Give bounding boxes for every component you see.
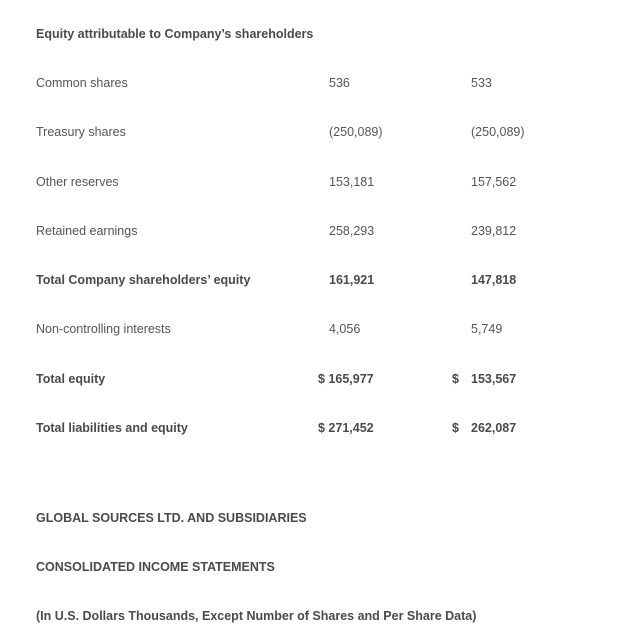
value-col1-non-controlling-interests: 4,056 [329,322,361,336]
value-col2-retained-earnings: 239,812 [471,224,517,238]
currency-col2-total-equity: $ [452,372,459,386]
value-col1-total-company-equity: 161,921 [329,273,375,287]
section-title: Equity attributable to Company’s shareholders [36,27,314,41]
value-col2-non-controlling-interests: 5,749 [471,322,503,336]
value-col2-other-reserves: 157,562 [471,175,517,189]
value-col1-retained-earnings: 258,293 [329,224,375,238]
row-label-common-shares: Common shares [36,76,128,90]
value-col1-other-reserves: 153,181 [329,175,375,189]
value-col2-total-company-equity: 147,818 [471,273,517,287]
row-label-non-controlling-interests: Non-controlling interests [36,322,171,336]
row-label-retained-earnings: Retained earnings [36,224,138,238]
value-col1-common-shares: 536 [329,76,350,90]
value-col1-total-liabilities-equity: $ 271,452 [318,421,374,435]
units-note: (In U.S. Dollars Thousands, Except Number of Shares and Per Share Data) [36,609,477,623]
row-label-total-equity: Total equity [36,372,106,386]
row-label-other-reserves: Other reserves [36,175,119,189]
value-col1-treasury-shares: (250,089) [329,125,383,139]
row-label-treasury-shares: Treasury shares [36,125,126,139]
value-col2-treasury-shares: (250,089) [471,125,525,139]
value-col1-total-equity: $ 165,977 [318,372,374,386]
row-label-total-liabilities-equity: Total liabilities and equity [36,421,188,435]
value-col2-total-liabilities-equity: 262,087 [471,421,517,435]
company-heading: GLOBAL SOURCES LTD. AND SUBSIDIARIES [36,511,307,525]
value-col2-common-shares: 533 [471,76,492,90]
row-label-total-company-equity: Total Company shareholders’ equity [36,273,251,287]
statement-heading: CONSOLIDATED INCOME STATEMENTS [36,560,275,574]
currency-col2-total-liabilities-equity: $ [452,421,459,435]
value-col2-total-equity: 153,567 [471,372,517,386]
